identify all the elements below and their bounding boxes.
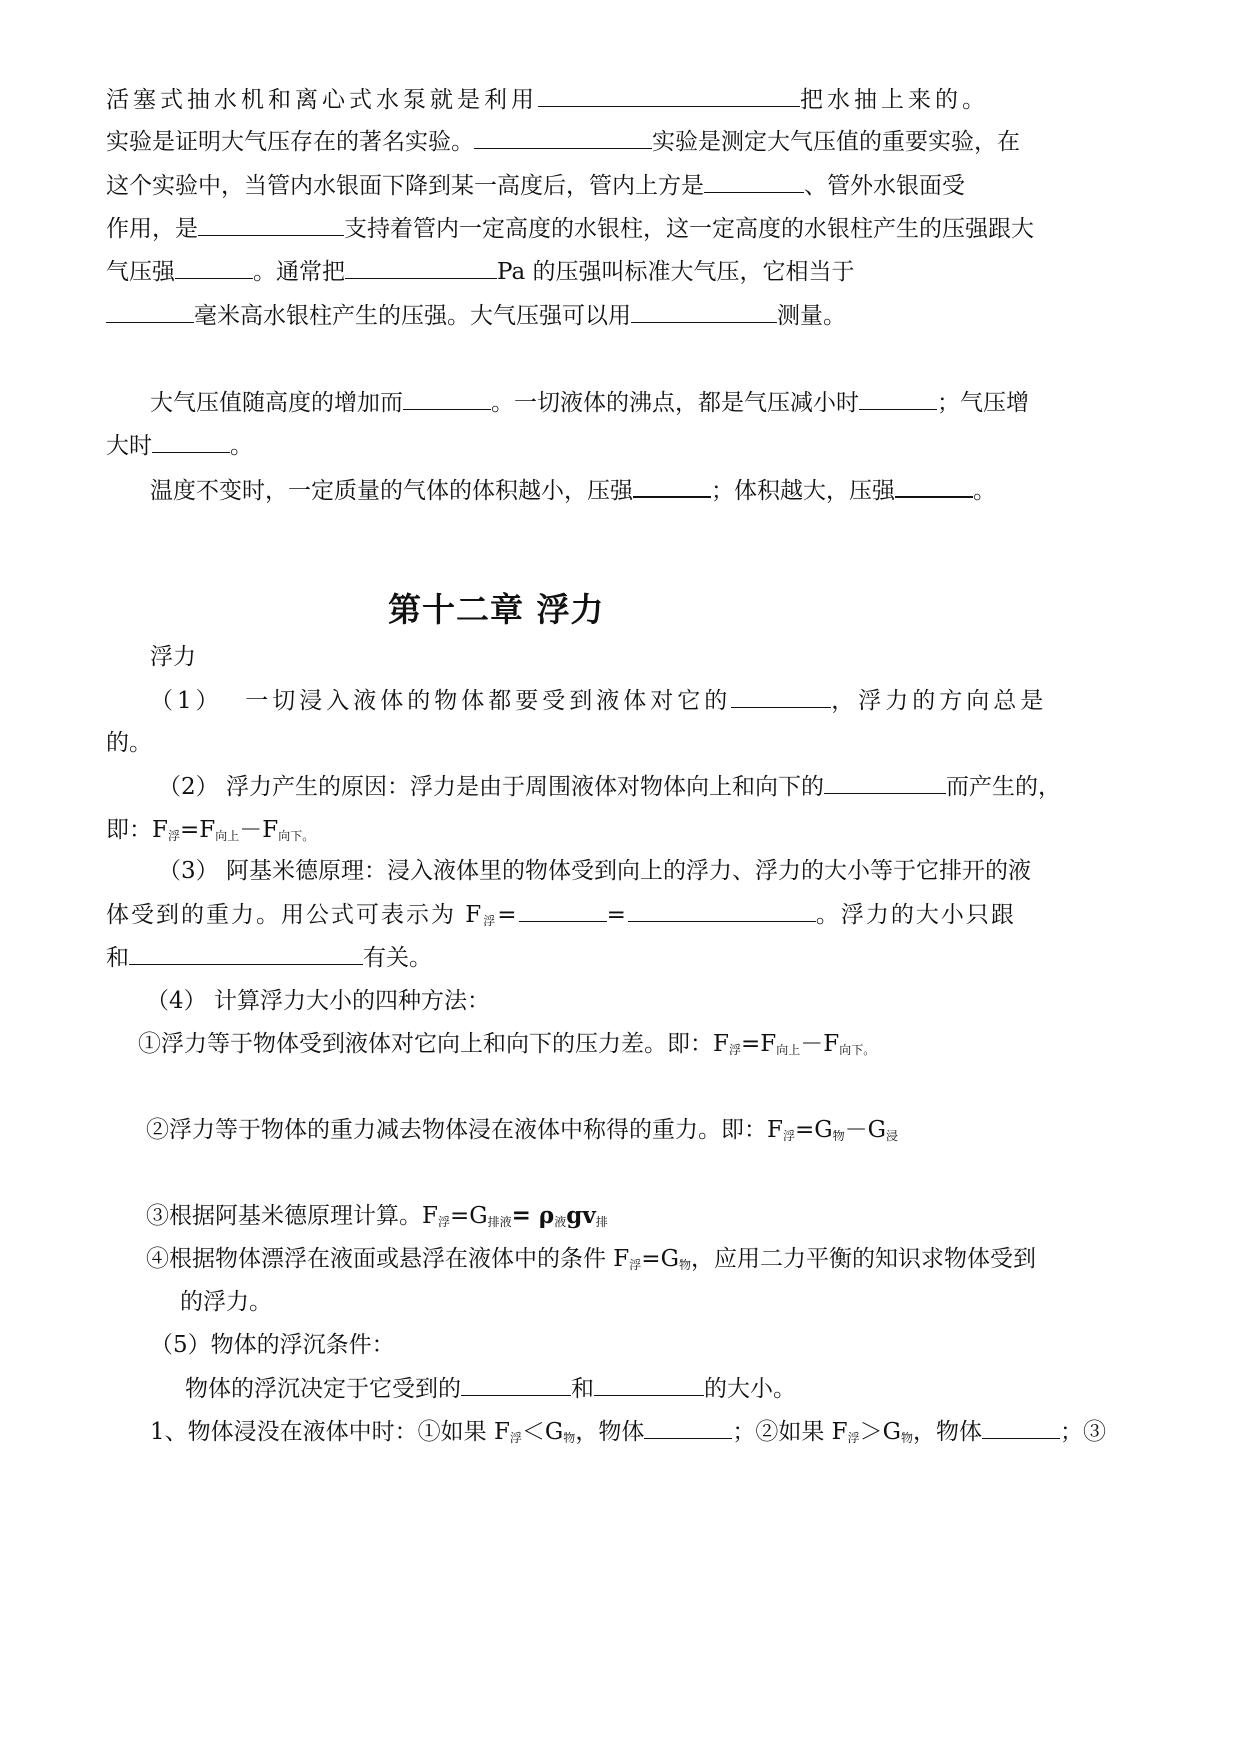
text: ；②如果 F [732, 1419, 848, 1445]
subscript: 排液 [487, 1215, 512, 1229]
answer-blank[interactable] [859, 387, 937, 410]
text-line [185, 1373, 796, 1404]
answer-blank[interactable] [175, 256, 253, 279]
text: ；体积越大，压强 [711, 478, 895, 504]
text: =F [179, 817, 216, 843]
text: 温度不变时，一定质量的气体的体积越小，压强 [150, 478, 633, 504]
text: 。一切液体的沸点，都是气压减小时 [491, 390, 859, 416]
text: = ρ [511, 1202, 555, 1229]
subscript: 浸 [886, 1129, 899, 1143]
answer-blank[interactable] [594, 1373, 704, 1396]
text: 有关。 [363, 945, 432, 971]
subscript: 浮 [483, 914, 498, 928]
text: 1、物体浸没在液体中时：①如果 F [150, 1419, 510, 1445]
text: ＜G [521, 1419, 564, 1445]
text: 即：F [106, 817, 168, 843]
text: 和 [106, 945, 129, 971]
answer-blank[interactable] [474, 126, 652, 149]
subscript: 排 [595, 1215, 608, 1229]
text-line [106, 300, 846, 331]
formula-line [146, 1201, 608, 1237]
answer-blank[interactable] [519, 899, 607, 922]
answer-blank[interactable] [152, 430, 230, 453]
formula-line [106, 815, 314, 851]
text: 的浮力。 [180, 1289, 272, 1315]
text: （5）物体的浮沉条件： [150, 1332, 395, 1358]
item-number: （3） [158, 858, 219, 884]
subscript: 浮 [629, 1258, 642, 1272]
text: ，浮力的方向总是 [831, 688, 1048, 714]
text: 实验是证明大气压存在的著名实验。 [106, 129, 474, 155]
text: Pa 的压强叫标准大气压，它相当于 [497, 259, 855, 285]
text: 支持着管内一定高度的水银柱，这一定高度的水银柱产生的压强跟大 [344, 216, 1034, 242]
subscript: 液 [554, 1215, 567, 1229]
text: 浮力产生的原因：浮力是由于周围液体对物体向上和向下的 [225, 774, 824, 800]
text: 和 [571, 1376, 594, 1402]
text: = [497, 902, 519, 928]
answer-blank[interactable] [982, 1416, 1060, 1439]
subscript: 物 [832, 1129, 845, 1143]
text-line [106, 126, 1020, 157]
item-number: （2） [158, 774, 219, 800]
subscript: 向下 [278, 829, 303, 843]
item-number: （1） [150, 688, 223, 714]
text-line [106, 728, 152, 758]
text: 计算浮力大小的四种方法： [213, 988, 490, 1014]
text: 阿基米德原理：浸入液体里的物体受到向上的浮力、浮力的大小等于它排开的液 [225, 858, 1031, 884]
answer-blank[interactable] [198, 213, 344, 236]
subscript: 浮 [437, 1215, 450, 1229]
text: 的。 [106, 730, 152, 756]
answer-blank[interactable] [631, 300, 777, 323]
subscript: 浮 [728, 1043, 741, 1057]
text: ；气压增 [937, 390, 1029, 416]
text: －F [239, 817, 279, 843]
text: 把水抽上来的。 [800, 87, 989, 113]
subscript: 浮 [782, 1129, 795, 1143]
formula-line [106, 899, 1016, 936]
text-line [146, 986, 490, 1016]
item-number: （4） [146, 988, 207, 1014]
subscript: 物 [678, 1258, 691, 1272]
answer-blank[interactable] [704, 170, 804, 193]
text: 活塞式抽水机和离心式水泵就是利用 [106, 87, 538, 113]
answer-blank[interactable] [633, 474, 711, 498]
text: －F [800, 1031, 840, 1057]
text: ④根据物体漂浮在液面或悬浮在液体中的条件 F [146, 1246, 630, 1272]
formula-line [146, 1115, 898, 1151]
answer-blank[interactable] [731, 685, 831, 708]
text-line [158, 856, 1031, 886]
text-line [150, 387, 1029, 418]
text: ，物体 [913, 1419, 982, 1445]
text-line [150, 685, 1047, 716]
text: ③根据阿基米德原理计算。F [146, 1203, 438, 1229]
subscript: 向上 [215, 829, 240, 843]
text: 。通常把 [253, 259, 345, 285]
text: = [606, 902, 628, 928]
text: 体受到的重力。用公式可表示为 F [106, 902, 484, 928]
subscript: 向上 [776, 1043, 801, 1057]
text: =G [794, 1117, 833, 1143]
text-line [106, 213, 1034, 244]
subscript: 浮 [167, 829, 180, 843]
text: 一切浸入液体的物体都要受到液体对它的 [245, 688, 732, 714]
answer-blank[interactable] [644, 1416, 732, 1439]
text: =G [641, 1246, 679, 1272]
text-line [150, 474, 996, 506]
formula-line [150, 1416, 1106, 1453]
formula-line [146, 1244, 1036, 1280]
text: 。浮力的大小只跟 [815, 902, 1016, 928]
text: ；③ [1060, 1419, 1106, 1445]
text: 大气压值随高度的增加而 [150, 390, 403, 416]
text: 这个实验中，当管内水银面下降到某一高度后，管内上方是 [106, 173, 704, 199]
text: =F [740, 1031, 777, 1057]
text: 测量。 [777, 303, 846, 329]
text: －G [844, 1117, 887, 1143]
text-line [106, 84, 989, 115]
section-heading: 浮力 [150, 644, 196, 670]
text: ，应用二力平衡的知识求物体受到 [690, 1246, 1036, 1272]
text: ②浮力等于物体的重力减去物体浸在液体中称得的重力。即：F [146, 1117, 783, 1143]
answer-blank[interactable] [895, 474, 973, 498]
text: 作用，是 [106, 216, 198, 242]
text: ＞G [859, 1419, 901, 1445]
text: 物体的浮沉决定于它受到的 [185, 1376, 461, 1402]
text: 、管外水银面受 [804, 173, 965, 199]
text: 的大小。 [704, 1376, 796, 1402]
subscript: 浮 [847, 1431, 860, 1445]
subscript: 浮 [509, 1431, 522, 1445]
answer-blank[interactable] [538, 84, 800, 107]
text: 。 [863, 1043, 876, 1057]
answer-blank[interactable] [345, 256, 497, 279]
text-line [150, 1330, 395, 1360]
text-line [106, 430, 253, 461]
text: 。 [230, 433, 253, 459]
text: 气压强 [106, 259, 175, 285]
answer-blank[interactable] [403, 387, 491, 410]
text: gv [566, 1202, 596, 1229]
text: ，物体 [575, 1419, 645, 1445]
subscript: 物 [563, 1431, 576, 1445]
text: 大时 [106, 433, 152, 459]
answer-blank[interactable] [824, 771, 946, 794]
answer-blank[interactable] [628, 899, 816, 922]
answer-blank[interactable] [461, 1373, 571, 1396]
chapter-title: 第十二章 浮力 [388, 590, 605, 629]
text: 。 [973, 478, 996, 504]
answer-blank[interactable] [129, 942, 363, 965]
text: =G [449, 1203, 488, 1229]
text: 实验是测定大气压值的重要实验，在 [652, 129, 1020, 155]
formula-line [138, 1029, 875, 1065]
text: 毫米高水银柱产生的压强。大气压强可以用 [194, 303, 631, 329]
text-line [158, 771, 1061, 802]
text-line [106, 942, 432, 973]
text: ①浮力等于物体受到液体对它向上和向下的压力差。即：F [138, 1031, 729, 1057]
text-line [106, 256, 854, 287]
subscript: 向下 [839, 1043, 864, 1057]
text-line [106, 170, 965, 201]
answer-blank[interactable] [106, 300, 194, 323]
subscript: 物 [900, 1431, 913, 1445]
text: 而产生的， [945, 774, 1061, 800]
text: 。 [302, 829, 315, 843]
text-line [180, 1287, 272, 1317]
